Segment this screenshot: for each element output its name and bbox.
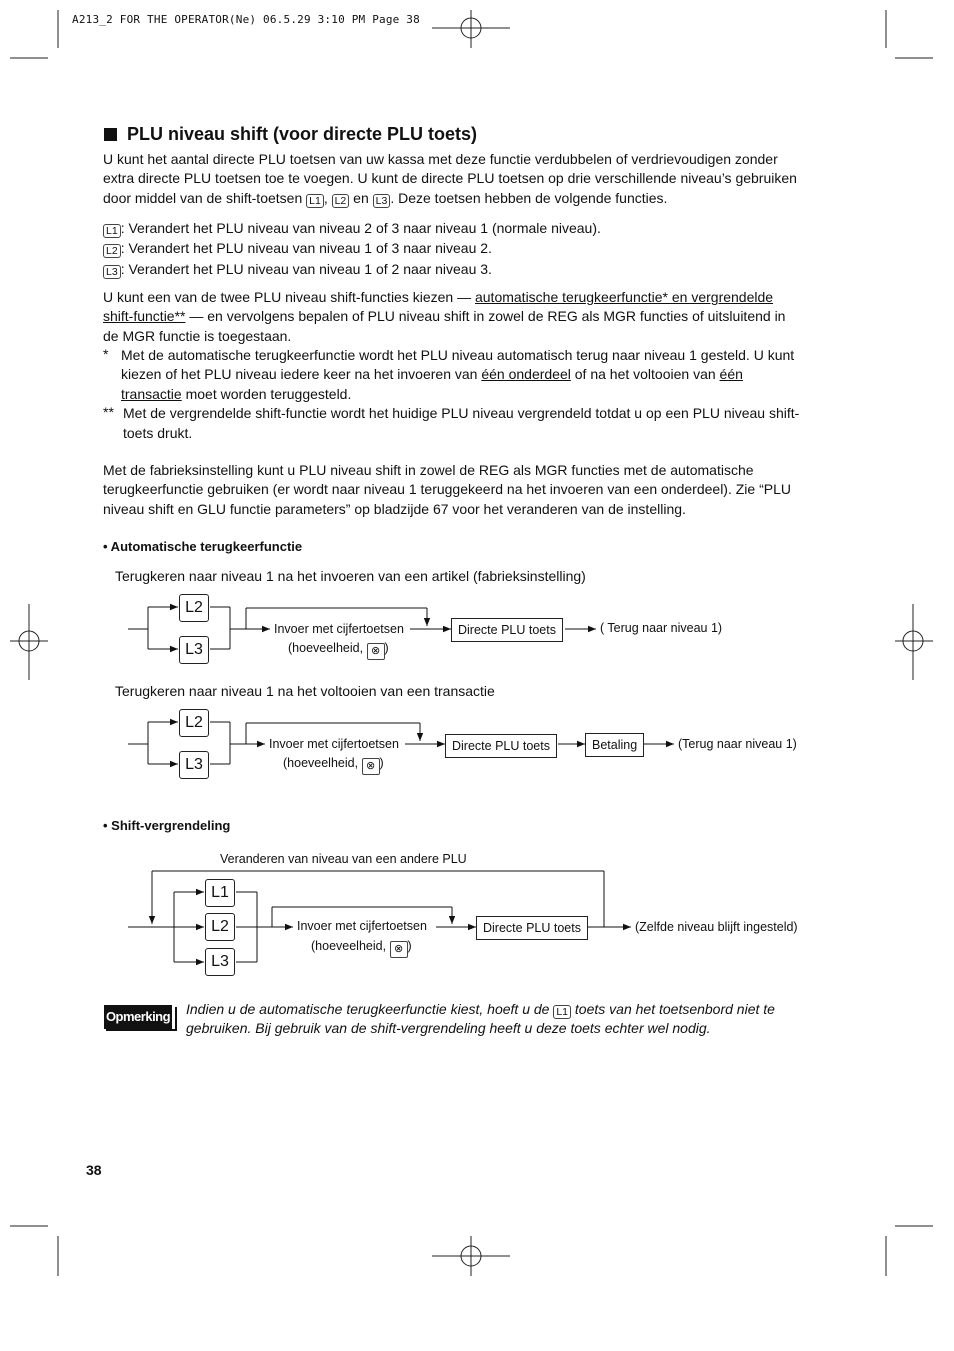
flow3-key-l3: L3 [205, 948, 235, 976]
intro-line: extra directe PLU toetsen toe te voegen. U kunt de directe PLU toetsen op drie verschillende niveau’s gebruiken [103, 170, 797, 187]
note-line: gebruiken. Bij gebruik van de shift-vergrendeling heeft u deze toets echter wel nodig. [186, 1020, 711, 1037]
flow1-input-label: Invoer met cijfertoetsen [274, 622, 404, 636]
factory-line: niveau shift en GLU functie parameters” op bladzijde 67 voor het veranderen van de instelling. [103, 500, 686, 517]
caption-transaction-return: Terugkeren naar niveau 1 na het voltooien van een transactie [115, 683, 495, 699]
flow3-key-l2: L2 [205, 913, 235, 941]
intro-text: . Deze toetsen hebben de volgende functies. [390, 189, 668, 206]
key-l3: L3 [103, 265, 121, 279]
bullet-heading-auto: • Automatische terugkeerfunctie [103, 539, 303, 554]
flow1-key-l2: L2 [179, 594, 209, 622]
footnote-underlined: één onderdeel [481, 366, 571, 383]
choice-line: de MGR functie is toegestaan. [103, 327, 292, 344]
square-bullet-icon [104, 128, 117, 141]
function-text: : Verandert het PLU niveau van niveau 1 of 2 naar niveau 3. [120, 260, 492, 277]
intro-text: , [323, 189, 328, 206]
flow2-payment-box: Betaling [585, 733, 644, 757]
key-l1: L1 [103, 224, 121, 238]
function-list [103, 218, 843, 279]
flow1-plu-box: Directe PLU toets [451, 618, 563, 642]
choice-paragraph [103, 288, 843, 346]
choice-underlined: automatische terugkeerfunctie* en vergrendelde [474, 289, 774, 305]
flow3-loop-label: Veranderen van niveau van een andere PLU [220, 852, 467, 866]
multiply-key-icon: ⊗ [367, 643, 385, 660]
flow2-input-label: Invoer met cijfertoetsen [269, 737, 399, 751]
qty-text: (hoeveelheid, [283, 756, 359, 770]
choice-underlined: shift-functie** [103, 308, 186, 325]
footnote-line [121, 365, 843, 384]
flow2-key-l3: L3 [179, 751, 209, 779]
footnote-2 [103, 404, 843, 443]
flow3-plu-box: Directe PLU toets [476, 916, 588, 940]
intro-line [103, 189, 843, 208]
flow3-qty-label [311, 939, 412, 958]
choice-line [103, 307, 843, 326]
footnote-text: of na het voltooien van [574, 366, 716, 383]
footnote-line: Met de vergrendelde shift-functie wordt het huidige PLU niveau vergrendeld totdat u op een PLU niveau shift- [123, 405, 800, 422]
intro-line: U kunt het aantal directe PLU toetsen van uw kassa met deze functie verdubbelen of verdrievoudigen zonder [103, 151, 778, 167]
flow2-qty-label [283, 756, 384, 775]
qty-close: ) [379, 756, 384, 770]
function-text: : Verandert het PLU niveau van niveau 2 of 3 naar niveau 1 (normale niveau). [120, 220, 601, 236]
bullet-heading-lock: • Shift-vergrendeling [103, 818, 231, 833]
note-part: Indien u de automatische terugkeerfunctie kiest, hoeft u de [186, 1001, 550, 1017]
flow2-result: (Terug naar niveau 1) [678, 737, 797, 751]
qty-close: ) [384, 641, 389, 655]
flow2-plu-box: Directe PLU toets [445, 734, 557, 758]
flow3-key-l1: L1 [205, 879, 235, 907]
multiply-key-icon: ⊗ [362, 758, 380, 775]
flow1-key-l3: L3 [179, 636, 209, 664]
flow1-result: ( Terug naar niveau 1) [600, 621, 723, 635]
intro-paragraph [103, 150, 843, 208]
function-text: : Verandert het PLU niveau van niveau 1 of 3 naar niveau 2. [120, 240, 492, 257]
flow2-key-l2: L2 [179, 709, 209, 737]
page-number: 38 [86, 1162, 102, 1178]
note-part: toets van het toetsenbord niet te [574, 1001, 775, 1017]
key-l3: L3 [373, 194, 391, 208]
qty-text: (hoeveelheid, [288, 641, 364, 655]
intro-text: door middel van de shift-toetsen [103, 189, 303, 206]
note-badge: Opmerking [104, 1005, 175, 1029]
flow1-qty-label [288, 641, 389, 660]
section-title [104, 124, 477, 145]
footnote-text: kiezen of het PLU niveau iedere keer na het invoeren van [121, 366, 478, 383]
qty-text: (hoeveelheid, [311, 939, 387, 953]
footnote-line [121, 385, 843, 404]
flow3-input-label: Invoer met cijfertoetsen [297, 919, 427, 933]
factory-paragraph [103, 461, 843, 519]
footnote-text: moet worden teruggesteld. [185, 385, 352, 402]
function-item [103, 218, 843, 238]
choice-line [103, 288, 843, 307]
footnote-underlined: één [719, 366, 743, 383]
key-l1: L1 [553, 1005, 571, 1019]
function-item [103, 238, 843, 258]
flow3-result: (Zelfde niveau blijft ingesteld) [635, 920, 798, 934]
function-item [103, 259, 843, 279]
intro-text: en [353, 189, 369, 206]
note-text [186, 1000, 826, 1039]
choice-text: — en vervolgens bepalen of PLU niveau shift in zowel de REG als MGR functies of uitsluitend in [189, 308, 786, 325]
footnote-mark: ** [103, 404, 114, 421]
footnote-1 [103, 346, 843, 404]
qty-close: ) [407, 939, 412, 953]
key-l1: L1 [306, 194, 324, 208]
footnote-line: toets drukt. [123, 424, 193, 441]
print-header: A213_2 FOR THE OPERATOR(Ne) 06.5.29 3:10 PM Page 38 [72, 13, 420, 26]
footnote-mark: * [103, 346, 109, 362]
factory-line: Met de fabrieksinstelling kunt u PLU niveau shift in zowel de REG als MGR functies met de automatische [103, 462, 754, 478]
footnotes [103, 346, 843, 443]
factory-line: terugkeerfunctie gebruiken (er wordt naar niveau 1 teruggekeerd na het invoeren van een onderdeel). Zie “PLU [103, 481, 791, 498]
footnote-line: Met de automatische terugkeerfunctie wordt het PLU niveau automatisch terug naar niveau 1 gesteld. U kunt [121, 347, 795, 363]
footnote-underlined: transactie [121, 385, 182, 402]
note-line [186, 1000, 826, 1019]
choice-text: U kunt een van de twee PLU niveau shift-functies kiezen — [103, 289, 472, 305]
caption-item-return: Terugkeren naar niveau 1 na het invoeren van een artikel (fabrieksinstelling) [115, 568, 586, 584]
key-l2: L2 [103, 244, 121, 258]
key-l2: L2 [332, 194, 350, 208]
multiply-key-icon: ⊗ [390, 941, 408, 958]
section-title-text: PLU niveau shift (voor directe PLU toets) [127, 124, 478, 144]
